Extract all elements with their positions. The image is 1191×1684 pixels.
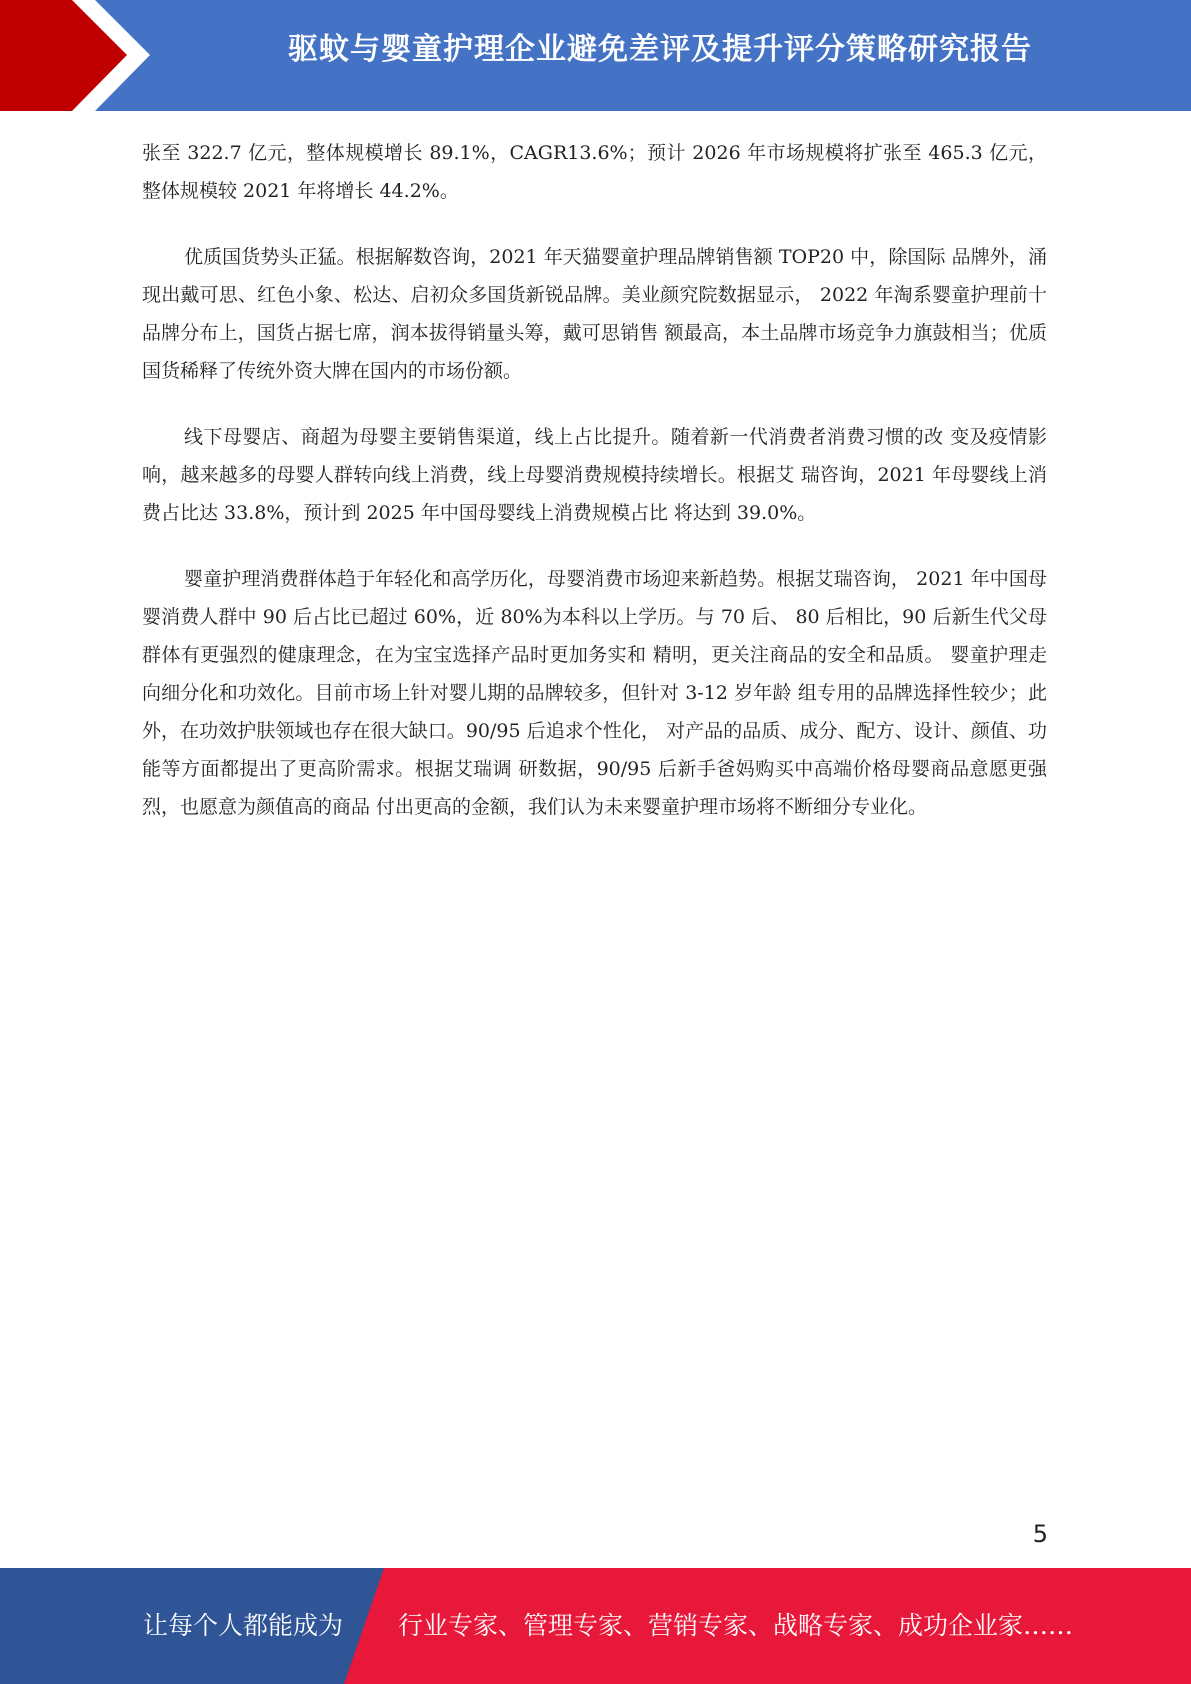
footer-slogan-right: 行业专家、管理专家、营销专家、战略专家、成功企业家……	[398, 1611, 1074, 1640]
page-header	[0, 0, 1191, 111]
paragraph-domestic-brands: 优质国货势头正猛。根据解数咨询，2021 年天猫婴童护理品牌销售额 TOP20 中，除国际 品牌外，涌现出戴可思、红色小象、松达、启初众多国货新锐品牌。美业颜究院数据显示， 2022 年淘系婴童护理前十品牌分布上，国货占据七席，润本拔得销量头筹，戴可思销售 额最高，本土品牌市场竞争力旗鼓相当；优质国货稀释了传统外资大牌在国内的市场份额。	[142, 246, 1047, 382]
report-body	[142, 134, 1047, 854]
report-title: 驱蚊与婴童护理企业避免差评及提升评分策略研究报告	[288, 32, 1032, 67]
paragraph-consumer-trends: 婴童护理消费群体趋于年轻化和高学历化，母婴消费市场迎来新趋势。根据艾瑞咨询， 2021 年中国母婴消费人群中 90 后占比已超过 60%，近 80%为本科以上学历。与 70 后、 80 后相比，90 后新生代父母群体有更强烈的健康理念，在为宝宝选择产品时更加务实和 精明，更关注商品的安全和品质。 婴童护理走向细分化和功效化。目前市场上针对婴儿期的品牌较多，但针对 3-12 岁年龄 组专用的品牌选择性较少；此外，在功效护肤领域也存在很大缺口。90/95 后追求个性化， 对产品的品质、成分、配方、设计、颜值、功能等方面都提出了更高阶需求。根据艾瑞调 研数据，90/95 后新手爸妈购买中高端价格母婴商品意愿更强烈，也愿意为颜值高的商品 付出更高的金额，我们认为未来婴童护理市场将不断细分专业化。	[142, 568, 1047, 818]
paragraph-market-size: 张至 322.7 亿元，整体规模增长 89.1%，CAGR13.6%；预计 2026 年市场规模将扩张至 465.3 亿元，整体规模较 2021 年将增长 44.2%。	[142, 142, 1047, 202]
footer-slogan-left: 让每个人都能成为	[143, 1611, 344, 1640]
page-number: 5	[1032, 1520, 1048, 1548]
page-footer	[0, 1568, 1191, 1684]
paragraph-sales-channels: 线下母婴店、商超为母婴主要销售渠道，线上占比提升。随着新一代消费者消费习惯的改 变及疫情影响，越来越多的母婴人群转向线上消费，线上母婴消费规模持续增长。根据艾 瑞咨询，2021 年母婴线上消费占比达 33.8%，预计到 2025 年中国母婴线上消费规模占比 将达到 39.0%。	[142, 426, 1047, 524]
